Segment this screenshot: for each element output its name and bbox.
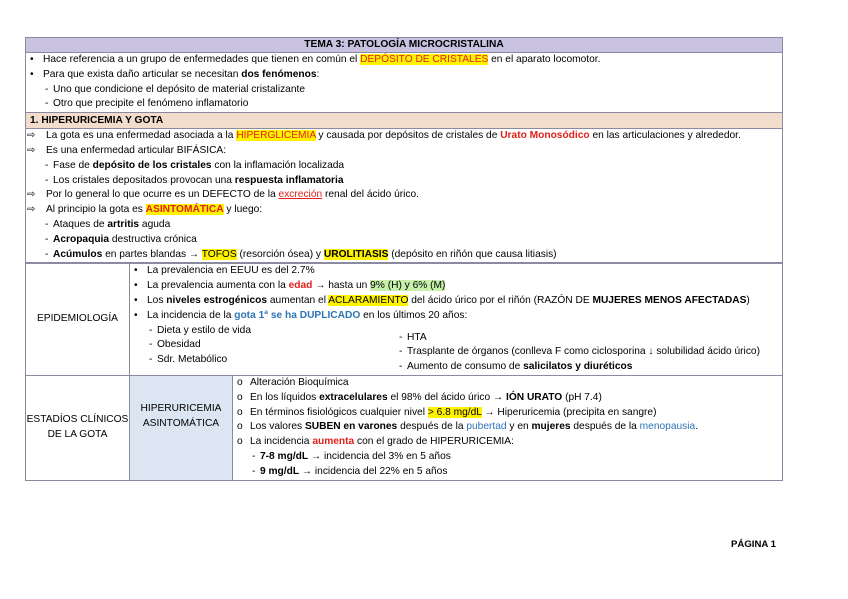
list-item: • La prevalencia aumenta con la edad → hasta un 9% (H) y 6% (M) xyxy=(130,279,782,294)
dash-icon: - xyxy=(149,354,153,366)
stage-content xyxy=(233,375,783,480)
factor-columns xyxy=(130,324,782,375)
list-item: ⇨ Es una enfermedad articular BIFÁSICA: xyxy=(26,144,782,159)
arrow-icon: ⇨ xyxy=(27,189,36,201)
dash-icon: - xyxy=(45,98,49,110)
stage-asymptomatic: HIPERURICEMIA ASINTOMÁTICA xyxy=(130,375,233,480)
dash-icon: - xyxy=(399,361,403,373)
dash-icon: - xyxy=(252,465,256,477)
list-item: - Los cristales depositados provocan una respuesta inflamatoria xyxy=(26,174,782,189)
list-item: - Obesidad xyxy=(130,338,380,353)
dash-icon: - xyxy=(45,248,49,260)
list-item: - HTA xyxy=(380,331,760,346)
dash-icon: - xyxy=(45,159,49,171)
list-item: o En términos fisiológicos cualquier nivel > 6.8 mg/dL → Hiperuricemia (precipita en sangre) xyxy=(233,406,782,421)
list-item: ⇨ Al principio la gota es ASINTOMÁTICA y luego: xyxy=(26,203,782,218)
list-item: o Alteración Bioquímica xyxy=(233,376,782,391)
stages-label: ESTADÍOS CLÍNICOS DE LA GOTA xyxy=(26,375,130,480)
list-item: - 9 mg/dL → incidencia del 22% en 5 años xyxy=(233,465,782,480)
list-item: o La incidencia aumenta con el grado de HIPERURICEMIA: xyxy=(233,435,782,450)
dash-icon: - xyxy=(45,233,49,245)
arrow-icon: ⇨ xyxy=(27,130,36,142)
list-item: • Para que exista daño articular se necesitan dos fenómenos: xyxy=(26,68,782,83)
circle-bullet-icon: o xyxy=(237,376,243,388)
bullet-icon: • xyxy=(30,54,34,65)
factor-list-right xyxy=(380,324,760,375)
section-heading: 1. HIPERURICEMIA Y GOTA xyxy=(25,113,783,129)
dash-icon: - xyxy=(252,450,256,462)
clinical-stages-table xyxy=(25,375,783,481)
circle-bullet-icon: o xyxy=(237,436,243,448)
bullet-icon: • xyxy=(134,294,138,306)
list-item: - Acropaquia destructiva crónica xyxy=(26,233,782,248)
list-item: o Los valores SUBEN en varones después de la pubertad y en mujeres después de la menopausia. xyxy=(233,420,782,435)
dash-icon: - xyxy=(149,324,153,336)
dash-icon: - xyxy=(149,339,153,351)
list-item: - 7-8 mg/dL → incidencia del 3% en 5 años xyxy=(233,450,782,465)
list-item: - Uno que condicione el depósito de material cristalizante xyxy=(26,83,782,98)
list-item: • La incidencia de la gota 1ª se ha DUPLICADO en los últimos 20 años: xyxy=(130,309,782,324)
list-item: - Fase de depósito de los cristales con la inflamación localizada xyxy=(26,159,782,174)
circle-bullet-icon: o xyxy=(237,406,243,418)
epidemiology-table xyxy=(25,263,783,376)
page-title: TEMA 3: PATOLOGÍA MICROCRISTALINA xyxy=(25,37,783,53)
dash-icon: - xyxy=(399,346,403,358)
epidemiology-content xyxy=(130,264,783,376)
dash-icon: - xyxy=(45,174,49,186)
intro-block xyxy=(25,53,783,113)
list-item: • Hace referencia a un grupo de enfermedades que tienen en común el DEPÓSITO DE CRISTALES en el aparato locomotor. xyxy=(26,53,782,68)
list-item: - Acúmulos en partes blandas → TOFOS (resorción ósea) y UROLITIASIS (depósito en riñón que causa litiasis) xyxy=(26,248,782,263)
circle-bullet-icon: o xyxy=(237,421,243,433)
arrow-icon: ⇨ xyxy=(27,144,36,156)
list-item: • Los niveles estrogénicos aumentan el ACLARAMIENTO del ácido úrico por el riñón (RAZÓN DE MUJERES MENOS AFECTADAS) xyxy=(130,294,782,309)
list-item: - Aumento de consumo de salicilatos y diuréticos xyxy=(380,360,760,375)
dash-icon: - xyxy=(399,331,403,343)
list-item: ⇨ La gota es una enfermedad asociada a la HIPERGLICEMIA y causada por depósitos de cristales de Urato Monosódico en las articulaciones y alrededor. xyxy=(26,129,782,144)
arrow-icon: ⇨ xyxy=(27,204,36,216)
factor-list-left xyxy=(130,324,380,375)
list-item: ⇨ Por lo general lo que ocurre es un DEFECTO de la excreción renal del ácido úrico. xyxy=(26,188,782,203)
bullet-icon: • xyxy=(134,280,138,292)
dash-icon: - xyxy=(45,218,49,230)
document xyxy=(25,37,783,481)
list-item: - Ataques de artritis aguda xyxy=(26,218,782,233)
bullet-icon: • xyxy=(134,309,138,321)
list-item: • La prevalencia en EEUU es del 2.7% xyxy=(130,264,782,279)
bullet-icon: • xyxy=(30,68,34,80)
epidemiology-label: EPIDEMIOLOGÍA xyxy=(26,264,130,376)
bullet-icon: • xyxy=(134,265,138,277)
section-body xyxy=(25,129,783,263)
list-item: - Trasplante de órganos (conlleva F como ciclosporina ↓ solubilidad ácido úrico) xyxy=(380,345,760,360)
dash-icon: - xyxy=(45,83,49,95)
circle-bullet-icon: o xyxy=(237,391,243,403)
list-item: - Otro que precipite el fenómeno inflamatorio xyxy=(26,97,782,112)
list-item: o En los líquidos extracelulares el 98% del ácido úrico → IÓN URATO (pH 7.4) xyxy=(233,391,782,406)
page-number: PÁGINA 1 xyxy=(731,539,776,550)
list-item: - Dieta y estilo de vida xyxy=(130,324,380,339)
list-item: - Sdr. Metabólico xyxy=(130,353,380,368)
right-arrow-icon: → xyxy=(188,248,200,260)
